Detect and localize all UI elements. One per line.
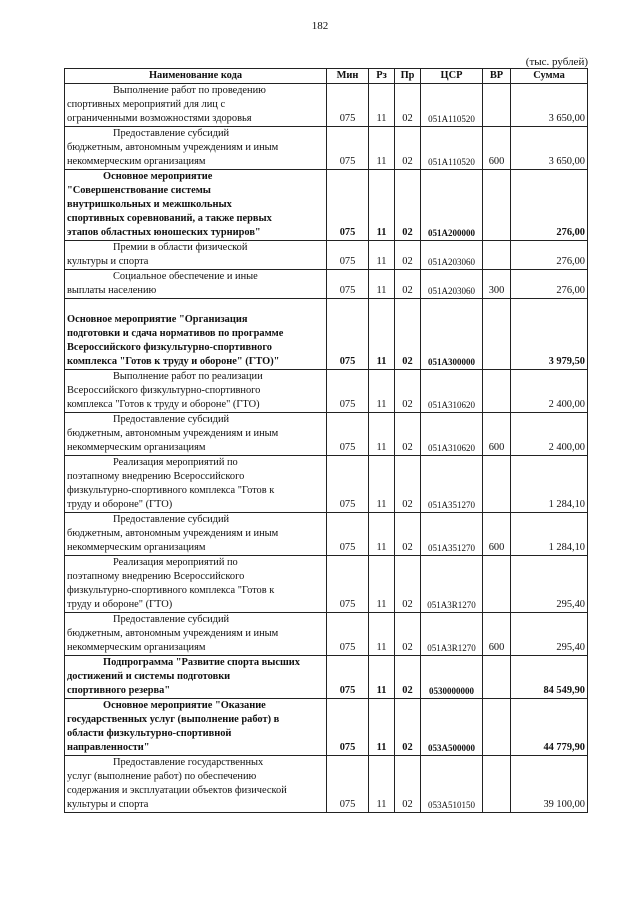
cell-vr (483, 241, 511, 270)
cell-csr: 051А200000 (421, 170, 483, 241)
cell-pr: 02 (395, 513, 421, 556)
table-header-row (65, 69, 588, 84)
cell-name-line: ограниченными возможностями здоровья (67, 113, 252, 124)
cell-csr: 051А3R1270 (421, 556, 483, 613)
cell-name-line: бюджетным, автономным учреждениям и иным (67, 628, 279, 639)
cell-pr: 02 (395, 656, 421, 699)
cell-sum: 3 650,00 (511, 127, 588, 170)
cell-name-line: поэтапному внедрению Всероссийского (67, 571, 245, 582)
cell-name-line: выплаты населению (67, 285, 157, 296)
cell-name-line: физкультурно-спортивного комплекса "Готов к (67, 585, 275, 596)
cell-name (65, 270, 327, 299)
table-row (65, 613, 588, 656)
cell-name-line: достижений и системы подготовки (67, 671, 231, 682)
cell-name-line: бюджетным, автономным учреждениям и иным (67, 428, 279, 439)
table-row (65, 241, 588, 270)
cell-name-line: Предоставление субсидий (113, 128, 230, 139)
cell-pr: 02 (395, 84, 421, 127)
cell-min: 075 (327, 170, 369, 241)
cell-name (65, 699, 327, 756)
cell-name-line: Реализация мероприятий по (113, 557, 238, 568)
cell-name-line: Всероссийского физкультурно-спортивного (67, 385, 261, 396)
header-rz: Рз (369, 69, 395, 84)
cell-vr: 300 (483, 270, 511, 299)
cell-name-line: некоммерческим организациям (67, 156, 206, 167)
cell-name-line: направленности" (67, 742, 150, 753)
cell-rz: 11 (369, 170, 395, 241)
cell-rz: 11 (369, 513, 395, 556)
header-csr: ЦСР (421, 69, 483, 84)
cell-sum: 276,00 (511, 241, 588, 270)
cell-name-line: Всероссийского физкультурно-спортивного (67, 342, 272, 353)
cell-name-line: спортивного резерва" (67, 685, 171, 696)
header-sum: Сумма (511, 69, 588, 84)
cell-name-line: комплекса "Готов к труду и обороне" (ГТО) (67, 399, 260, 410)
cell-min: 075 (327, 127, 369, 170)
cell-name-line: спортивных соревнований, а также первых (67, 213, 272, 224)
cell-pr: 02 (395, 456, 421, 513)
cell-name-line: некоммерческим организациям (67, 542, 206, 553)
table-row (65, 456, 588, 513)
cell-csr: 051А351270 (421, 513, 483, 556)
cell-csr: 051А110520 (421, 127, 483, 170)
cell-name-line: подготовки и сдача нормативов по программе (67, 328, 284, 339)
cell-name-line: Выполнение работ по реализации (113, 371, 263, 382)
cell-name-line: государственных услуг (выполнение работ) в (67, 714, 280, 725)
cell-sum: 39 100,00 (511, 756, 588, 813)
cell-min: 075 (327, 370, 369, 413)
cell-vr: 600 (483, 127, 511, 170)
cell-rz: 11 (369, 127, 395, 170)
cell-rz: 11 (369, 413, 395, 456)
cell-name-line: некоммерческим организациям (67, 642, 206, 653)
cell-pr: 02 (395, 556, 421, 613)
cell-rz: 11 (369, 370, 395, 413)
table-row (65, 127, 588, 170)
table-row (65, 170, 588, 241)
cell-name (65, 413, 327, 456)
cell-name-line: бюджетным, автономным учреждениям и иным (67, 142, 279, 153)
cell-name (65, 370, 327, 413)
cell-name-line: услуг (выполнение работ) по обеспечению (67, 771, 257, 782)
cell-csr: 051А300000 (421, 299, 483, 370)
cell-csr: 051А351270 (421, 456, 483, 513)
cell-pr: 02 (395, 756, 421, 813)
table-row (65, 84, 588, 127)
cell-vr (483, 170, 511, 241)
cell-name-line: содержания и эксплуатации объектов физической (67, 785, 287, 796)
cell-min: 075 (327, 756, 369, 813)
cell-min: 075 (327, 84, 369, 127)
cell-vr (483, 84, 511, 127)
cell-sum: 1 284,10 (511, 456, 588, 513)
cell-name-line: бюджетным, автономным учреждениям и иным (67, 528, 279, 539)
cell-min: 075 (327, 299, 369, 370)
cell-vr (483, 299, 511, 370)
cell-vr: 600 (483, 413, 511, 456)
cell-name-line: Премии в области физической (113, 242, 248, 253)
table-row (65, 556, 588, 613)
cell-vr (483, 456, 511, 513)
cell-name (65, 513, 327, 556)
cell-vr (483, 370, 511, 413)
table-row (65, 756, 588, 813)
cell-csr: 0530000000 (421, 656, 483, 699)
cell-name-line (67, 299, 324, 313)
cell-name-line: спортивных мероприятий для лиц с (67, 99, 226, 110)
cell-name-line: Подпрограмма "Развитие спорта высших (103, 657, 300, 668)
table-row (65, 656, 588, 699)
cell-sum: 276,00 (511, 270, 588, 299)
cell-name-line: Основное мероприятие "Организация (67, 314, 248, 325)
cell-csr: 051А203060 (421, 241, 483, 270)
cell-pr: 02 (395, 413, 421, 456)
cell-name-line: области физкультурно-спортивной (67, 728, 232, 739)
cell-csr: 053А500000 (421, 699, 483, 756)
cell-rz: 11 (369, 613, 395, 656)
header-name: Наименование кода (65, 69, 327, 84)
cell-name-line: труду и обороне" (ГТО) (67, 599, 173, 610)
cell-min: 075 (327, 513, 369, 556)
cell-rz: 11 (369, 556, 395, 613)
cell-rz: 11 (369, 756, 395, 813)
cell-pr: 02 (395, 170, 421, 241)
cell-min: 075 (327, 413, 369, 456)
cell-name (65, 241, 327, 270)
cell-min: 075 (327, 613, 369, 656)
cell-name-line: некоммерческим организациям (67, 442, 206, 453)
cell-csr: 051А110520 (421, 84, 483, 127)
cell-rz: 11 (369, 270, 395, 299)
cell-vr (483, 699, 511, 756)
cell-min: 075 (327, 556, 369, 613)
cell-name-line: поэтапному внедрению Всероссийского (67, 471, 245, 482)
table-row (65, 413, 588, 456)
cell-name (65, 456, 327, 513)
cell-pr: 02 (395, 127, 421, 170)
cell-pr: 02 (395, 299, 421, 370)
cell-rz: 11 (369, 241, 395, 270)
cell-vr (483, 556, 511, 613)
cell-name-line: культуры и спорта (67, 256, 149, 267)
cell-name-line: труду и обороне" (ГТО) (67, 499, 173, 510)
cell-sum: 2 400,00 (511, 413, 588, 456)
cell-csr: 051А203060 (421, 270, 483, 299)
cell-sum: 295,40 (511, 613, 588, 656)
cell-name (65, 656, 327, 699)
cell-sum: 3 979,50 (511, 299, 588, 370)
budget-table (64, 68, 588, 813)
table-row (65, 699, 588, 756)
cell-pr: 02 (395, 270, 421, 299)
cell-sum: 295,40 (511, 556, 588, 613)
cell-name-line: Основное мероприятие "Оказание (103, 700, 266, 711)
cell-pr: 02 (395, 370, 421, 413)
cell-sum: 44 779,90 (511, 699, 588, 756)
cell-min: 075 (327, 456, 369, 513)
header-vr: ВР (483, 69, 511, 84)
cell-rz: 11 (369, 699, 395, 756)
cell-name (65, 613, 327, 656)
cell-name-line: физкультурно-спортивного комплекса "Готов к (67, 485, 275, 496)
cell-min: 075 (327, 699, 369, 756)
table-row (65, 513, 588, 556)
table-row (65, 370, 588, 413)
cell-vr: 600 (483, 513, 511, 556)
cell-name-line: Предоставление государственных (113, 757, 264, 768)
cell-name-line: Предоставление субсидий (113, 414, 230, 425)
header-min: Мин (327, 69, 369, 84)
cell-name-line: Выполнение работ по проведению (113, 85, 266, 96)
cell-name-line: этапов областных юношеских турниров" (67, 227, 261, 238)
cell-sum: 2 400,00 (511, 370, 588, 413)
cell-csr: 051А310620 (421, 370, 483, 413)
cell-name-line: Предоставление субсидий (113, 614, 230, 625)
cell-name (65, 170, 327, 241)
cell-csr: 053А510150 (421, 756, 483, 813)
cell-pr: 02 (395, 613, 421, 656)
cell-name-line: комплекса "Готов к труду и обороне" (ГТО)" (67, 356, 280, 367)
cell-vr: 600 (483, 613, 511, 656)
cell-min: 075 (327, 270, 369, 299)
cell-rz: 11 (369, 84, 395, 127)
table-row (65, 299, 588, 370)
cell-vr (483, 756, 511, 813)
table-body (65, 84, 588, 813)
cell-min: 075 (327, 656, 369, 699)
table-row (65, 270, 588, 299)
cell-pr: 02 (395, 241, 421, 270)
cell-name-line: культуры и спорта (67, 799, 149, 810)
cell-vr (483, 656, 511, 699)
cell-sum: 3 650,00 (511, 84, 588, 127)
cell-name-line: внутришкольных и межшкольных (67, 199, 232, 210)
cell-name-line: Основное мероприятие (103, 171, 213, 182)
cell-rz: 11 (369, 456, 395, 513)
cell-name-line: "Совершенствование системы (67, 185, 211, 196)
cell-name-line: Реализация мероприятий по (113, 457, 238, 468)
cell-name (65, 84, 327, 127)
cell-name (65, 556, 327, 613)
cell-csr: 051А310620 (421, 413, 483, 456)
cell-pr: 02 (395, 699, 421, 756)
cell-sum: 84 549,90 (511, 656, 588, 699)
cell-name (65, 127, 327, 170)
page-number: 182 (311, 20, 329, 32)
cell-sum: 276,00 (511, 170, 588, 241)
cell-rz: 11 (369, 656, 395, 699)
cell-rz: 11 (369, 299, 395, 370)
cell-name (65, 756, 327, 813)
header-pr: Пр (395, 69, 421, 84)
cell-name-line: Предоставление субсидий (113, 514, 230, 525)
cell-name-line: Социальное обеспечение и иные (113, 271, 258, 282)
units-note: (тыс. рублей) (525, 56, 588, 68)
cell-name (65, 299, 327, 370)
cell-min: 075 (327, 241, 369, 270)
cell-csr: 051А3R1270 (421, 613, 483, 656)
cell-sum: 1 284,10 (511, 513, 588, 556)
